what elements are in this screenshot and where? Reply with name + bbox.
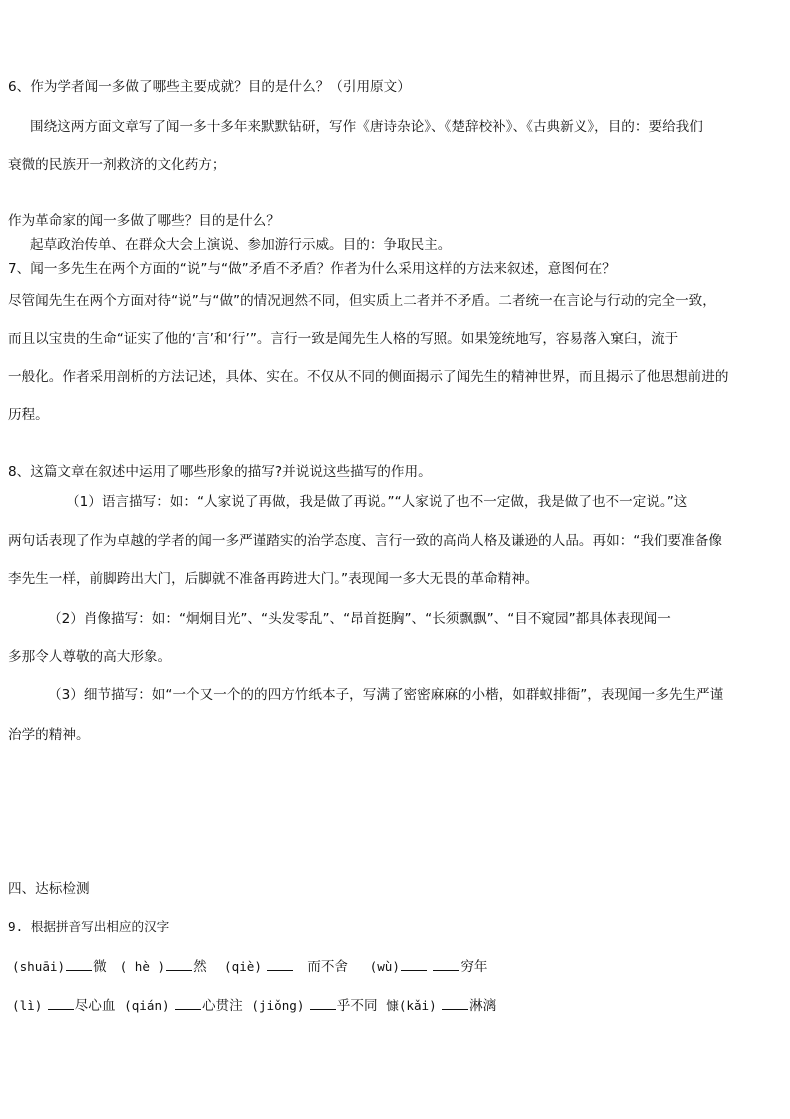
answer-blank[interactable] [401, 958, 427, 971]
q7-line-4: 历程。 [8, 407, 49, 423]
answer-blank[interactable] [267, 958, 293, 971]
answer-blank[interactable] [175, 997, 201, 1010]
q8-p1-line-3: 李先生一样，前脚跨出大门，后脚就不准备再跨进大门。”表现闻一多大无畏的革命精神。 [8, 571, 539, 587]
q8-question: 8、这篇文章在叙述中运用了哪些形象的描写?并说说这些描写的作用。 [8, 464, 432, 480]
section-heading: 四、达标检测 [8, 881, 90, 897]
pinyin-item: ( hè ) [119, 959, 166, 974]
pinyin-item: (jiǒng) [251, 998, 305, 1013]
word-part: 乎不同 [336, 998, 378, 1014]
word-part: 微 [93, 959, 107, 975]
pinyin-item: (shuāi) [12, 959, 66, 974]
word-part: 然 [193, 959, 207, 975]
pinyin-item: (wù) [369, 959, 400, 974]
q9-instruction: 9. 根据拼音写出相应的汉字 [8, 919, 170, 934]
word-part: 心贯注 [201, 998, 243, 1014]
pinyin-item: 慷(kǎi) [386, 998, 437, 1013]
q8-p1-line-1: （1）语言描写：如：“人家说了再做，我是做了再说。”“人家说了也不一定做，我是做了也不一定说。”这 [66, 494, 688, 510]
q6-answer-line-2: 衰微的民族开一剂救济的文化药方； [8, 157, 226, 173]
q7-line-1: 尽管闻先生在两个方面对待“说”与“做”的情况迥然不同，但实质上二者并不矛盾。二者统一在言论与行动的完全一致， [8, 293, 716, 309]
q6-question: 6、作为学者闻一多做了哪些主要成就？目的是什么？（引用原文） [8, 79, 411, 95]
pinyin-row-2 [12, 997, 496, 1015]
q6-answer-2: 起草政治传单、在群众大会上演说、参加游行示威。目的：争取民主。 [30, 237, 452, 253]
pinyin-item: (lì) [12, 998, 43, 1013]
q8-p3-line-1: （3）细节描写：如“一个又一个的的四方竹纸本子，写满了密密麻麻的小楷，如群蚁排衙”，表现闻一多先生严谨 [48, 687, 724, 703]
q8-p1-line-2: 两句话表现了作为卓越的学者的闻一多严谨踏实的治学态度、言行一致的高尚人格及谦逊的人品。再如：“我们要准备像 [8, 533, 722, 549]
q7-line-2: 而且以宝贵的生命“证实了他的‘言’和‘行’”。言行一致是闻先生人格的写照。如果笼统地写，容易落入窠臼，流于 [8, 331, 679, 347]
word-part: 穷年 [460, 959, 488, 975]
answer-blank[interactable] [48, 997, 74, 1010]
pinyin-item: (qián) [124, 998, 170, 1013]
q8-p2-line-2: 多那令人尊敬的高大形象。 [8, 649, 172, 665]
word-part: 而不舍 [307, 959, 349, 975]
q6-answer-line-1: 围绕这两方面文章写了闻一多十多年来默默钻研，写作《唐诗杂论》、《楚辞校补》、《古典新义》，目的：要给我们 [30, 119, 703, 135]
answer-blank[interactable] [310, 997, 336, 1010]
answer-blank[interactable] [433, 958, 459, 971]
q8-p2-line-1: （2）肖像描写：如：“炯炯目光”、“头发零乱”、“昂首挺胸”、“长须飘飘”、“目不窥园”都具体表现闻一 [48, 611, 671, 627]
answer-blank[interactable] [66, 958, 92, 971]
q7-question: 7、闻一多先生在两个方面的“说”与“做”矛盾不矛盾？作者为什么采用这样的方法来叙述，意图何在？ [8, 261, 616, 277]
word-part: 尽心血 [74, 998, 116, 1014]
answer-blank[interactable] [442, 997, 468, 1010]
pinyin-row-1 [12, 958, 488, 976]
pinyin-item: (qiè) [224, 959, 262, 974]
q7-line-3: 一般化。作者采用剖析的方法记述，具体、实在。不仅从不同的侧面揭示了闻先生的精神世界，而且揭示了他思想前进的 [8, 369, 729, 385]
answer-blank[interactable] [166, 958, 192, 971]
q6-question-2: 作为革命家的闻一多做了哪些？目的是什么？ [8, 213, 280, 229]
q8-p3-line-2: 治学的精神。 [8, 727, 90, 743]
word-part: 淋漓 [469, 998, 497, 1014]
